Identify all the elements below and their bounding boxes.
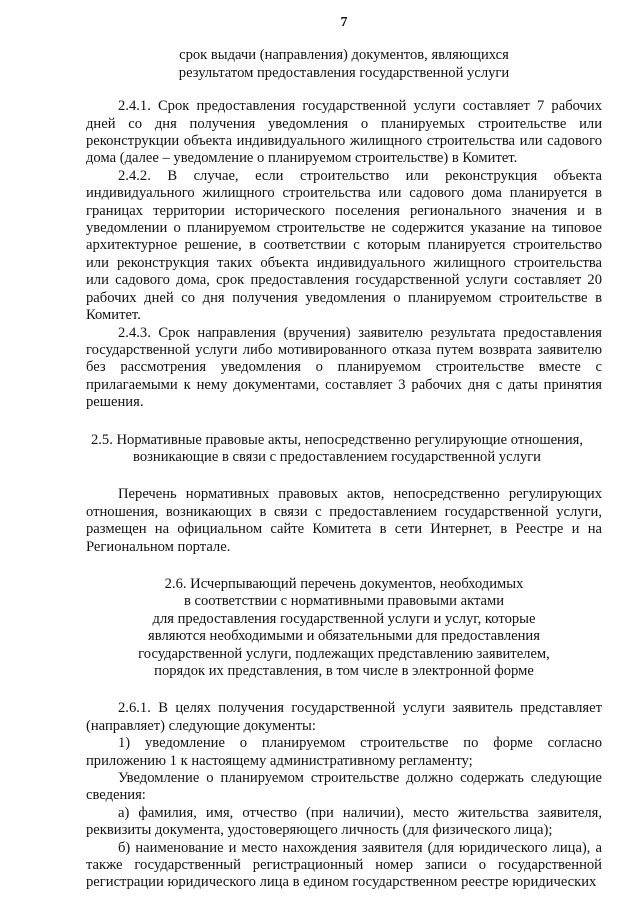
section-documents <box>86 700 602 891</box>
section-deadline <box>86 98 602 411</box>
list-item-a: а) фамилия, имя, отчество (при наличии), место жительства заявителя, реквизиты документа, удостоверяющего личность (для физического лица); <box>86 804 602 839</box>
heading-acts <box>72 432 602 467</box>
paragraph-acts: Перечень нормативных правовых актов, непосредственно регулирующих отношения, возникающих в связи с предоставлением государственной услуги, размещен на официальном сайте Комитета в сети Интернет, в Реестре и на Региональном портале. <box>86 486 602 555</box>
heading-line: срок выдачи (направления) документов, являющихся <box>179 47 509 64</box>
paragraph-2-4-2: 2.4.2. В случае, если строительство или реконструкция объекта индивидуального жилищного строительства или садового дома планируется в границах территории исторического поселения регионального значения и в уведомлении о планируемом строительстве не содержится указание на типовое архитектурное решение, в соответствии с которым планируется строительство или реконструкция таких объекта индивидуального жилищного строительства или садового дома, срок предоставления государственной услуги составляет 20 рабочих дней со дня получения уведомления о планируемом строительстве в Комитет. <box>86 167 602 324</box>
heading-line: являются необходимыми и обязательными для предоставления <box>148 628 540 645</box>
paragraph-2-6-1: 2.6.1. В целях получения государственной услуги заявитель представляет (направляет) следующие документы: <box>86 700 602 734</box>
heading-line: для предоставления государственной услуги и услуг, которые <box>152 610 536 627</box>
page-number: 7 <box>340 15 348 30</box>
heading-line: 2.5. Нормативные правовые акты, непосредственно регулирующие отношения, <box>90 431 584 448</box>
paragraph-notice-content: Уведомление о планируемом строительстве должно содержать следующие сведения: <box>86 770 602 804</box>
paragraph-2-4-3: 2.4.3. Срок направления (вручения) заявителю результата предоставления государственной услуги либо мотивированного отказа путем возврата заявителю без рассмотрения уведомления о планируемом строительстве вместе с прилагаемыми к нему документами, составляет 3 рабочих дня с даты принятия решения. <box>86 324 602 411</box>
heading-line: в соответствии с нормативными правовыми актами <box>183 593 505 610</box>
list-item-b: б) наименование и место нахождения заявителя (для юридического лица), а также государственный регистрационный номер записи о государственной регистрации юридического лица в едином государственном реестре юридических <box>86 839 602 891</box>
heading-line: 2.6. Исчерпывающий перечень документов, необходимых <box>164 575 524 592</box>
list-item-1: 1) уведомление о планируемом строительстве по форме согласно приложению 1 к настоящему административному регламенту; <box>86 735 602 769</box>
section-acts <box>86 486 602 556</box>
heading-line: результатом предоставления государственной услуги <box>178 64 510 81</box>
paragraph-2-4-1: 2.4.1. Срок предоставления государственной услуги составляет 7 рабочих дней со дня получения уведомления о планируемых строительстве или реконструкции объекта индивидуального жилищного строительства или садового дома (далее – уведомление о планируемом строительстве) в Комитет. <box>86 98 602 167</box>
heading-line: порядок их представления, в том числе в электронной форме <box>154 663 534 679</box>
heading-deadline <box>86 47 602 82</box>
heading-line: возникающие в связи с предоставлением государственной услуги <box>133 448 541 465</box>
heading-line: государственной услуги, подлежащих представлению заявителем, <box>138 645 550 662</box>
heading-documents <box>86 576 602 680</box>
